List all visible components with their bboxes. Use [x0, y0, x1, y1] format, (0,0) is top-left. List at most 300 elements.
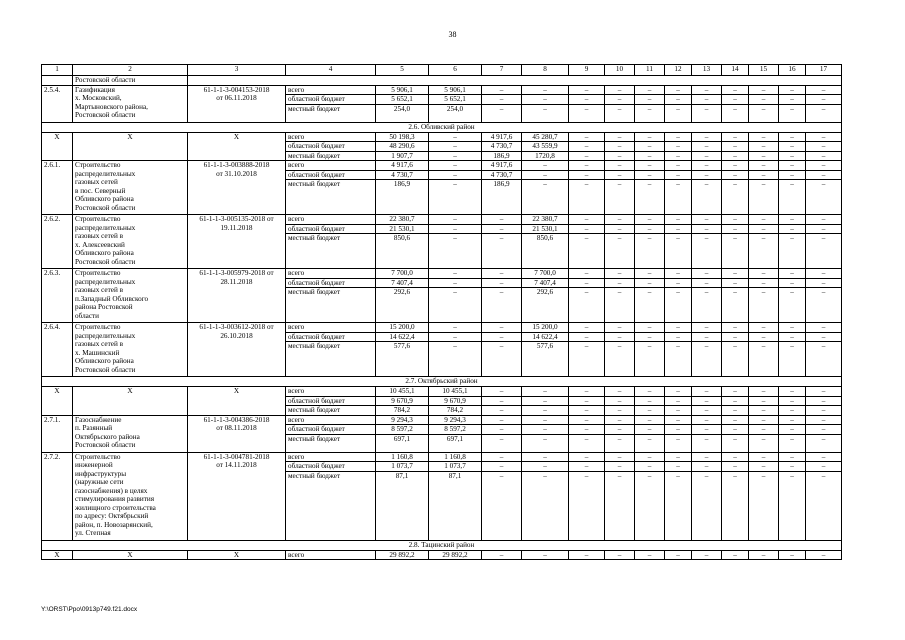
value-cell: –	[749, 550, 779, 560]
value-cell: –	[635, 471, 665, 540]
value-cell: –	[779, 462, 806, 472]
funding-source: всего	[286, 452, 376, 462]
continuation-row	[42, 76, 842, 86]
value-cell: –	[569, 406, 605, 416]
value-cell: –	[665, 95, 692, 105]
value-cell: –	[569, 269, 605, 279]
value-cell: 7 407,4	[376, 278, 429, 288]
funding-source: всего	[286, 85, 376, 95]
value-cell: –	[665, 434, 692, 452]
table-row	[42, 550, 842, 560]
value-cell: –	[692, 396, 722, 406]
funding-source: местный бюджет	[286, 406, 376, 416]
value-cell: –	[522, 170, 569, 180]
value-cell: –	[429, 342, 482, 377]
value-cell: –	[665, 425, 692, 435]
value-cell: 8 597,2	[376, 425, 429, 435]
value-cell: –	[522, 471, 569, 540]
value-cell: –	[806, 323, 842, 333]
column-number: 7	[482, 65, 522, 76]
cell-empty	[42, 76, 73, 86]
value-cell: –	[749, 278, 779, 288]
funding-source: всего	[286, 161, 376, 171]
value-cell: –	[692, 387, 722, 397]
value-cell: –	[429, 269, 482, 279]
value-cell: –	[605, 234, 635, 269]
value-cell: –	[692, 269, 722, 279]
value-cell: –	[569, 132, 605, 142]
column-number: 13	[692, 65, 722, 76]
value-cell: –	[429, 161, 482, 171]
value-cell: –	[749, 462, 779, 472]
value-cell: –	[806, 462, 842, 472]
value-cell: 850,6	[376, 234, 429, 269]
funding-source: областной бюджет	[286, 425, 376, 435]
funding-source: областной бюджет	[286, 462, 376, 472]
value-cell: –	[779, 396, 806, 406]
value-cell: –	[665, 387, 692, 397]
value-cell: –	[806, 406, 842, 416]
funding-source: местный бюджет	[286, 434, 376, 452]
funding-source: местный бюджет	[286, 104, 376, 122]
item-name: Х	[73, 550, 188, 560]
value-cell: –	[779, 323, 806, 333]
item-id: Х	[42, 387, 73, 416]
value-cell: –	[722, 471, 749, 540]
value-cell: –	[605, 151, 635, 161]
value-cell: 5 906,1	[429, 85, 482, 95]
value-cell: –	[806, 132, 842, 142]
district-section-row	[42, 377, 842, 387]
value-cell: –	[569, 452, 605, 462]
column-number: 3	[188, 65, 286, 76]
item-name: Строительство распределительных газовых сетей в х. Машинский Обливского района Ростовской области	[73, 323, 188, 377]
value-cell: –	[482, 462, 522, 472]
value-cell: –	[482, 452, 522, 462]
funding-source: областной бюджет	[286, 332, 376, 342]
value-cell: –	[605, 269, 635, 279]
item-name: Х	[73, 387, 188, 416]
value-cell: –	[635, 387, 665, 397]
value-cell: 14 622,4	[376, 332, 429, 342]
value-cell: –	[665, 406, 692, 416]
value-cell: –	[779, 332, 806, 342]
file-path-footer: Y:\ORST\Ppo\0913p749.f21.docx	[41, 606, 138, 613]
value-cell: 9 670,9	[429, 396, 482, 406]
value-cell: 1 073,7	[429, 462, 482, 472]
value-cell: –	[635, 406, 665, 416]
value-cell: 4 917,6	[482, 132, 522, 142]
value-cell: –	[522, 406, 569, 416]
value-cell: –	[665, 224, 692, 234]
value-cell: –	[692, 224, 722, 234]
value-cell: –	[482, 434, 522, 452]
value-cell: 50 198,3	[376, 132, 429, 142]
value-cell: –	[722, 452, 749, 462]
value-cell: –	[665, 170, 692, 180]
value-cell: –	[605, 85, 635, 95]
item-name: Х	[73, 132, 188, 161]
column-number: 12	[665, 65, 692, 76]
item-document: 61-1-1-3-003612-2018 от 26.10.2018	[188, 323, 286, 377]
value-cell: –	[749, 151, 779, 161]
value-cell: –	[779, 161, 806, 171]
column-number: 6	[429, 65, 482, 76]
value-cell: –	[749, 323, 779, 333]
value-cell: –	[722, 406, 749, 416]
district-title: 2.8. Тацинский район	[42, 540, 842, 550]
value-cell: –	[722, 396, 749, 406]
item-id: 2.7.1.	[42, 415, 73, 452]
value-cell: 48 290,6	[376, 142, 429, 152]
item-id: 2.7.2.	[42, 452, 73, 540]
value-cell: –	[779, 151, 806, 161]
funding-source: местный бюджет	[286, 151, 376, 161]
value-cell: –	[749, 342, 779, 377]
page-number: 38	[448, 30, 457, 39]
value-cell: 186,9	[482, 180, 522, 215]
value-cell: –	[605, 452, 635, 462]
table-header-row	[42, 65, 842, 76]
item-name: Строительство распределительных газовых сетей в пос. Северный Обливского района Ростовской области	[73, 161, 188, 215]
value-cell: 1720,8	[522, 151, 569, 161]
value-cell: –	[779, 104, 806, 122]
column-number: 2	[73, 65, 188, 76]
funding-source: всего	[286, 132, 376, 142]
value-cell: 1 073,7	[376, 462, 429, 472]
value-cell: –	[692, 132, 722, 142]
value-cell: –	[569, 396, 605, 406]
value-cell: –	[569, 415, 605, 425]
value-cell: –	[779, 342, 806, 377]
value-cell: –	[749, 396, 779, 406]
value-cell: –	[692, 95, 722, 105]
value-cell: –	[749, 415, 779, 425]
value-cell: –	[482, 406, 522, 416]
value-cell: –	[692, 85, 722, 95]
value-cell: –	[722, 180, 749, 215]
value-cell: –	[749, 269, 779, 279]
value-cell: –	[806, 95, 842, 105]
value-cell: –	[635, 323, 665, 333]
value-cell: 577,6	[376, 342, 429, 377]
value-cell: 15 200,0	[376, 323, 429, 333]
value-cell: –	[665, 161, 692, 171]
item-document: 61-1-1-3-004781-2018 от 14.11.2018	[188, 452, 286, 540]
value-cell: –	[806, 104, 842, 122]
value-cell: –	[605, 462, 635, 472]
value-cell: –	[605, 288, 635, 323]
value-cell: 254,0	[376, 104, 429, 122]
value-cell: –	[749, 180, 779, 215]
value-cell: 22 380,7	[522, 215, 569, 225]
budget-table	[41, 64, 842, 560]
value-cell: –	[749, 161, 779, 171]
value-cell: –	[569, 278, 605, 288]
value-cell: –	[806, 471, 842, 540]
table-row	[42, 215, 842, 225]
value-cell: –	[569, 224, 605, 234]
value-cell: 5 906,1	[376, 85, 429, 95]
value-cell: –	[665, 278, 692, 288]
value-cell: 697,1	[429, 434, 482, 452]
value-cell: –	[722, 95, 749, 105]
value-cell: –	[635, 95, 665, 105]
funding-source: областной бюджет	[286, 95, 376, 105]
value-cell: –	[569, 170, 605, 180]
value-cell: –	[806, 288, 842, 323]
value-cell: –	[605, 224, 635, 234]
value-cell: –	[722, 224, 749, 234]
item-name: Строительство распределительных газовых сетей в п.Западный Обливского района Ростовской области	[73, 269, 188, 323]
value-cell: –	[522, 104, 569, 122]
value-cell: –	[605, 387, 635, 397]
value-cell: 43 559,9	[522, 142, 569, 152]
value-cell: –	[806, 332, 842, 342]
value-cell: –	[635, 234, 665, 269]
value-cell: –	[779, 415, 806, 425]
value-cell: –	[692, 215, 722, 225]
value-cell: –	[482, 425, 522, 435]
value-cell: –	[722, 269, 749, 279]
value-cell: 9 294,3	[429, 415, 482, 425]
value-cell: –	[605, 415, 635, 425]
value-cell: –	[722, 161, 749, 171]
value-cell: –	[692, 550, 722, 560]
value-cell: –	[722, 151, 749, 161]
value-cell: 7 407,4	[522, 278, 569, 288]
value-cell: –	[692, 434, 722, 452]
value-cell: –	[692, 142, 722, 152]
value-cell: –	[635, 396, 665, 406]
value-cell: –	[482, 234, 522, 269]
value-cell: –	[569, 104, 605, 122]
value-cell: –	[806, 415, 842, 425]
value-cell: –	[665, 132, 692, 142]
value-cell: –	[779, 550, 806, 560]
item-document: Х	[188, 550, 286, 560]
value-cell: –	[806, 452, 842, 462]
value-cell: –	[722, 434, 749, 452]
value-cell: –	[429, 180, 482, 215]
value-cell: –	[806, 550, 842, 560]
value-cell: –	[569, 332, 605, 342]
value-cell: 292,6	[522, 288, 569, 323]
value-cell: 1 907,7	[376, 151, 429, 161]
value-cell: –	[692, 234, 722, 269]
value-cell: –	[779, 425, 806, 435]
value-cell: –	[749, 332, 779, 342]
value-cell: –	[635, 170, 665, 180]
value-cell: –	[665, 342, 692, 377]
value-cell: 4 917,6	[376, 161, 429, 171]
value-cell: –	[806, 151, 842, 161]
value-cell: –	[635, 434, 665, 452]
value-cell: –	[605, 425, 635, 435]
value-cell: –	[569, 151, 605, 161]
value-cell: 254,0	[429, 104, 482, 122]
value-cell: –	[749, 471, 779, 540]
value-cell: –	[779, 471, 806, 540]
item-id: 2.5.4.	[42, 85, 73, 122]
value-cell: –	[429, 215, 482, 225]
value-cell: –	[635, 215, 665, 225]
value-cell: –	[749, 452, 779, 462]
value-cell: –	[635, 550, 665, 560]
value-cell: 21 530,1	[522, 224, 569, 234]
value-cell: –	[482, 415, 522, 425]
value-cell: –	[482, 269, 522, 279]
value-cell: –	[692, 104, 722, 122]
value-cell: –	[569, 462, 605, 472]
value-cell: –	[635, 415, 665, 425]
value-cell: –	[605, 142, 635, 152]
value-cell: –	[806, 434, 842, 452]
value-cell: –	[806, 234, 842, 269]
value-cell: –	[779, 288, 806, 323]
value-cell: –	[522, 396, 569, 406]
value-cell: –	[692, 323, 722, 333]
funding-source: местный бюджет	[286, 180, 376, 215]
value-cell: –	[605, 215, 635, 225]
value-cell: –	[665, 215, 692, 225]
value-cell: 8 597,2	[429, 425, 482, 435]
funding-source: областной бюджет	[286, 142, 376, 152]
value-cell: –	[635, 452, 665, 462]
item-id: Х	[42, 550, 73, 560]
value-cell: –	[692, 288, 722, 323]
value-cell: –	[806, 170, 842, 180]
value-cell: –	[429, 132, 482, 142]
value-cell: –	[722, 425, 749, 435]
value-cell: –	[605, 132, 635, 142]
value-cell: –	[482, 323, 522, 333]
value-cell: –	[779, 215, 806, 225]
value-cell: –	[605, 278, 635, 288]
value-cell: –	[692, 151, 722, 161]
value-cell: 4 917,6	[482, 161, 522, 171]
value-cell: –	[665, 234, 692, 269]
value-cell: –	[635, 151, 665, 161]
value-cell: –	[522, 452, 569, 462]
value-cell: –	[429, 224, 482, 234]
table-row	[42, 323, 842, 333]
value-cell: –	[749, 104, 779, 122]
value-cell: –	[569, 161, 605, 171]
item-document: 61-1-1-3-003888-2018 от 31.10.2018	[188, 161, 286, 215]
funding-source: местный бюджет	[286, 471, 376, 540]
value-cell: –	[635, 142, 665, 152]
funding-source: областной бюджет	[286, 170, 376, 180]
value-cell: –	[779, 234, 806, 269]
value-cell: –	[569, 215, 605, 225]
value-cell: 292,6	[376, 288, 429, 323]
value-cell: –	[779, 85, 806, 95]
value-cell: –	[635, 462, 665, 472]
value-cell: 577,6	[522, 342, 569, 377]
value-cell: –	[569, 142, 605, 152]
item-name: Строительство распределительных газовых сетей в х. Алексеевский Обливского района Ростовской области	[73, 215, 188, 269]
value-cell: –	[522, 180, 569, 215]
value-cell: –	[635, 180, 665, 215]
value-cell: –	[665, 332, 692, 342]
district-section-row	[42, 540, 842, 550]
value-cell: –	[749, 95, 779, 105]
value-cell: –	[665, 452, 692, 462]
value-cell: –	[806, 269, 842, 279]
value-cell: –	[429, 288, 482, 323]
value-cell: 87,1	[429, 471, 482, 540]
value-cell: –	[665, 104, 692, 122]
value-cell: –	[779, 180, 806, 215]
value-cell: –	[635, 132, 665, 142]
value-cell: –	[665, 269, 692, 279]
value-cell: 186,9	[482, 151, 522, 161]
value-cell: –	[722, 415, 749, 425]
value-cell: –	[569, 85, 605, 95]
value-cell: –	[482, 215, 522, 225]
value-cell: –	[665, 151, 692, 161]
value-cell: –	[429, 170, 482, 180]
value-cell: –	[665, 471, 692, 540]
value-cell: –	[605, 170, 635, 180]
table-row	[42, 452, 842, 462]
value-cell: –	[722, 85, 749, 95]
value-cell: –	[749, 85, 779, 95]
value-cell: –	[692, 406, 722, 416]
item-document: 61-1-1-3-005135-2018 от 19.11.2018	[188, 215, 286, 269]
column-number: 10	[605, 65, 635, 76]
value-cell: –	[692, 471, 722, 540]
item-id: 2.6.3.	[42, 269, 73, 323]
value-cell: –	[605, 342, 635, 377]
table-row	[42, 269, 842, 279]
value-cell: –	[635, 332, 665, 342]
value-cell: –	[665, 396, 692, 406]
value-cell: –	[569, 180, 605, 215]
item-name: Газификация х. Московский, Мартыновского района, Ростовской области	[73, 85, 188, 122]
value-cell: –	[569, 387, 605, 397]
value-cell: –	[806, 85, 842, 95]
value-cell: –	[722, 462, 749, 472]
value-cell: –	[749, 224, 779, 234]
funding-source: местный бюджет	[286, 342, 376, 377]
funding-source: всего	[286, 323, 376, 333]
value-cell: –	[806, 278, 842, 288]
value-cell: –	[569, 425, 605, 435]
table-row	[42, 132, 842, 142]
item-document: 61-1-1-3-005979-2018 от 28.11.2018	[188, 269, 286, 323]
value-cell: –	[605, 323, 635, 333]
value-cell: –	[482, 85, 522, 95]
value-cell: –	[482, 95, 522, 105]
value-cell: –	[749, 406, 779, 416]
value-cell: –	[806, 425, 842, 435]
value-cell: –	[635, 342, 665, 377]
value-cell: 4 730,7	[482, 142, 522, 152]
value-cell: 87,1	[376, 471, 429, 540]
value-cell: 5 652,1	[429, 95, 482, 105]
value-cell: –	[635, 278, 665, 288]
value-cell: –	[635, 288, 665, 323]
value-cell: –	[522, 85, 569, 95]
funding-source: местный бюджет	[286, 234, 376, 269]
table-row	[42, 85, 842, 95]
value-cell: –	[429, 142, 482, 152]
value-cell: –	[635, 161, 665, 171]
value-cell: –	[749, 234, 779, 269]
value-cell: –	[722, 142, 749, 152]
